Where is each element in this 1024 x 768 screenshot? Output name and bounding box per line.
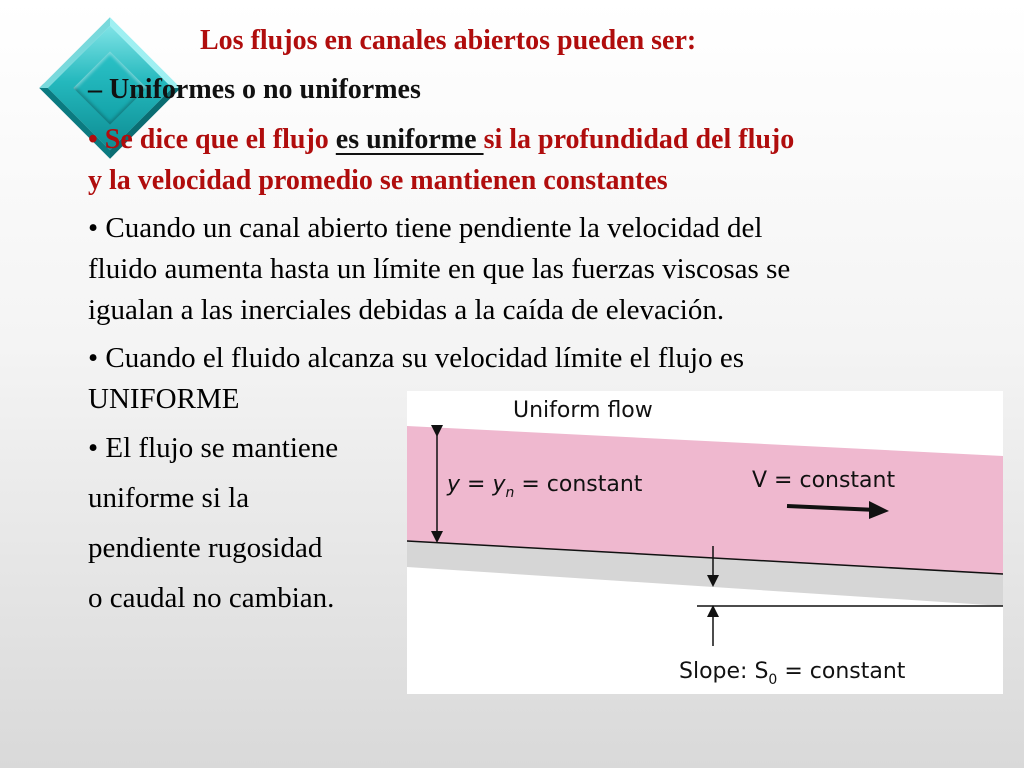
velocity-label: V = constant [752, 468, 896, 493]
paragraph-1-line-1: • Cuando un canal abierto tiene pendiente la velocidad del [88, 212, 763, 244]
definition-part-a: • Se dice que el flujo [88, 124, 336, 155]
definition-line-2: y la velocidad promedio se mantienen constantes [88, 165, 668, 196]
definition-line-1 [88, 124, 794, 156]
figure-title: Uniform flow [513, 398, 653, 423]
definition-underlined-term: es uniforme [335, 124, 484, 155]
paragraph-3-line-4: o caudal no cambian. [88, 582, 335, 614]
paragraph-1-line-3: igualan a las inerciales debidas a la caída de elevación. [88, 294, 725, 326]
paragraph-3-line-3: pendiente rugosidad [88, 532, 323, 564]
depth-label: $y = y_n$ = constant [447, 472, 643, 501]
definition-part-b: si la profundidad del flujo [483, 124, 795, 155]
paragraph-1-line-2: fluido aumenta hasta un límite en que las fuerzas viscosas se [88, 253, 791, 285]
paragraph-3-line-1: • El flujo se mantiene [88, 432, 339, 464]
slide-title: Los flujos en canales abiertos pueden ser: [200, 25, 697, 56]
paragraph-2-line-2: UNIFORME [88, 383, 240, 415]
list-item-uniform-types: – Uniformes o no uniformes [88, 74, 421, 105]
slope-label: Slope: $S_0$ = constant [679, 659, 906, 688]
uniform-flow-diagram [407, 391, 1003, 694]
uniform-flow-figure [407, 391, 1003, 694]
paragraph-3-line-2: uniforme si la [88, 482, 250, 514]
paragraph-2-line-1: • Cuando el fluido alcanza su velocidad límite el flujo es [88, 342, 745, 374]
